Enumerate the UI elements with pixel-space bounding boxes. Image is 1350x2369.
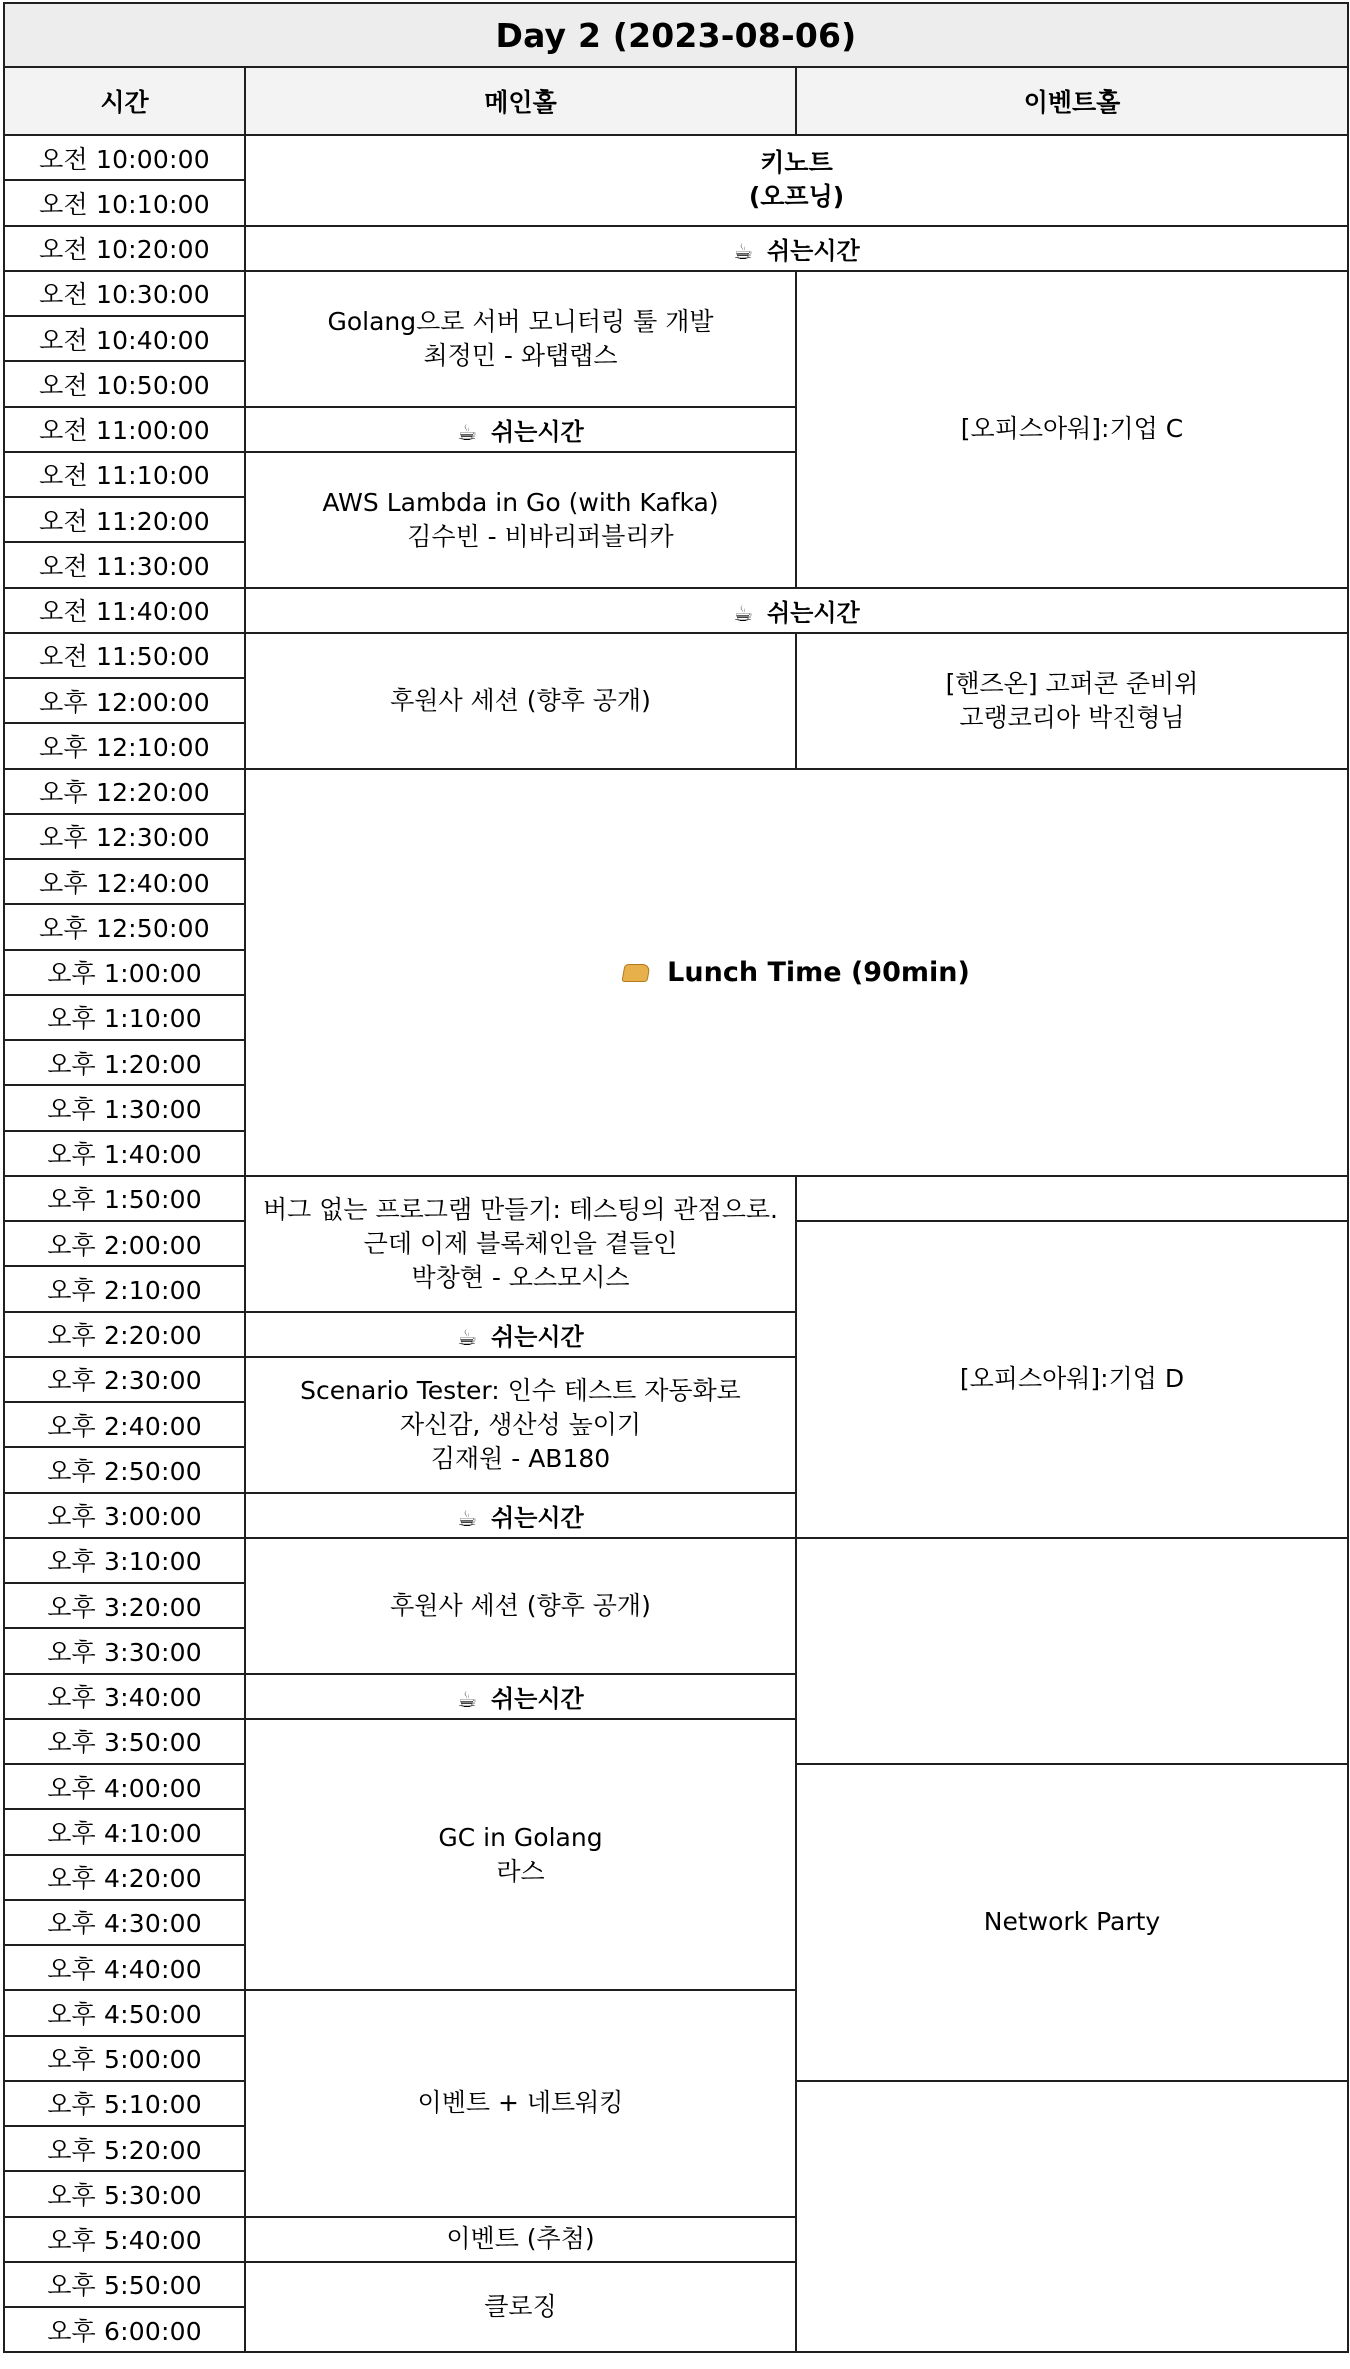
table-row bbox=[4, 226, 1348, 271]
time-cell: 오후 1:20:00 bbox=[4, 1040, 245, 1085]
time-cell: 오후 4:30:00 bbox=[4, 1900, 245, 1945]
session-keynote bbox=[245, 135, 1348, 226]
time-cell: 오후 3:30:00 bbox=[4, 1628, 245, 1673]
table-row bbox=[4, 1538, 1348, 1583]
table-row bbox=[4, 135, 1348, 180]
table-row bbox=[4, 271, 1348, 316]
time-cell: 오전 10:10:00 bbox=[4, 180, 245, 225]
time-cell: 오전 10:50:00 bbox=[4, 361, 245, 406]
time-cell: 오전 10:30:00 bbox=[4, 271, 245, 316]
break-label: 쉬는시간 bbox=[490, 1684, 584, 1713]
session-title: 키노트 bbox=[760, 148, 833, 178]
column-header-event-hall: 이벤트홀 bbox=[796, 67, 1348, 135]
session-lunch bbox=[245, 769, 1348, 1176]
time-cell: 오후 1:30:00 bbox=[4, 1085, 245, 1130]
session-speaker: 김재원 - AB180 bbox=[430, 1443, 611, 1473]
session-break bbox=[245, 1312, 796, 1357]
session-subtitle: (오프닝) bbox=[748, 182, 845, 212]
time-cell: 오전 11:00:00 bbox=[4, 407, 245, 452]
event-hall-empty-cell bbox=[796, 2081, 1348, 2353]
time-cell: 오후 1:00:00 bbox=[4, 950, 245, 995]
session-office-hour-d: [오피스아워]:기업 D bbox=[796, 1221, 1348, 1538]
session-break bbox=[245, 226, 1348, 271]
session-aws-lambda bbox=[245, 452, 796, 588]
time-cell: 오후 5:40:00 bbox=[4, 2217, 245, 2262]
session-title: Golang으로 서버 모니터링 툴 개발 bbox=[327, 306, 714, 336]
session-gc-in-golang bbox=[245, 1719, 796, 1991]
session-speaker: 박창현 - 오스모시스 bbox=[411, 1262, 630, 1292]
time-cell: 오후 4:50:00 bbox=[4, 1990, 245, 2035]
session-break bbox=[245, 1493, 796, 1538]
time-cell: 오후 5:10:00 bbox=[4, 2081, 245, 2126]
time-cell: 오후 1:10:00 bbox=[4, 995, 245, 1040]
session-speaker: 고랭코리아 박진형님 bbox=[959, 702, 1185, 732]
break-label: 쉬는시간 bbox=[766, 598, 860, 627]
time-cell: 오후 5:00:00 bbox=[4, 2036, 245, 2081]
lunch-label: Lunch Time (90min) bbox=[667, 956, 970, 988]
coffee-icon: ☕ bbox=[457, 1325, 477, 1351]
session-title: GC in Golang bbox=[438, 1822, 603, 1852]
table-row bbox=[4, 633, 1348, 678]
time-cell: 오후 4:40:00 bbox=[4, 1945, 245, 1990]
session-title: 버그 없는 프로그램 만들기: 테스팅의 관점으로. bbox=[263, 1194, 778, 1224]
event-hall-empty-cell bbox=[796, 1538, 1348, 1764]
session-handson bbox=[796, 633, 1348, 769]
session-title: [핸즈온] 고퍼콘 준비위 bbox=[945, 668, 1199, 698]
title-row bbox=[4, 3, 1348, 67]
coffee-icon: ☕ bbox=[733, 239, 753, 265]
time-cell: 오후 3:00:00 bbox=[4, 1493, 245, 1538]
time-cell: 오후 12:00:00 bbox=[4, 678, 245, 723]
time-cell: 오후 3:40:00 bbox=[4, 1674, 245, 1719]
break-label: 쉬는시간 bbox=[490, 1322, 584, 1351]
time-cell: 오후 1:40:00 bbox=[4, 1131, 245, 1176]
session-speaker: 김수빈 - 비바리퍼블리카 bbox=[407, 521, 674, 551]
time-cell: 오후 5:50:00 bbox=[4, 2262, 245, 2307]
table-row bbox=[4, 1176, 1348, 1221]
time-cell: 오전 10:20:00 bbox=[4, 226, 245, 271]
session-network-party: Network Party bbox=[796, 1764, 1348, 2081]
time-cell: 오후 4:20:00 bbox=[4, 1855, 245, 1900]
event-hall-empty-cell bbox=[796, 1176, 1348, 1221]
schedule-table bbox=[3, 2, 1349, 2353]
time-cell: 오전 10:00:00 bbox=[4, 135, 245, 180]
time-cell: 오후 6:00:00 bbox=[4, 2307, 245, 2352]
coffee-icon: ☕ bbox=[733, 601, 753, 627]
time-cell: 오후 4:00:00 bbox=[4, 1764, 245, 1809]
time-cell: 오전 10:40:00 bbox=[4, 316, 245, 361]
session-speaker: 최정민 - 와탭랩스 bbox=[423, 340, 618, 370]
break-label: 쉬는시간 bbox=[766, 236, 860, 265]
session-event-networking: 이벤트 + 네트워킹 bbox=[245, 1990, 796, 2216]
time-cell: 오전 11:20:00 bbox=[4, 497, 245, 542]
time-cell: 오후 1:50:00 bbox=[4, 1176, 245, 1221]
session-office-hour-c: [오피스아워]:기업 C bbox=[796, 271, 1348, 588]
time-cell: 오후 5:30:00 bbox=[4, 2171, 245, 2216]
time-cell: 오후 2:20:00 bbox=[4, 1312, 245, 1357]
session-break bbox=[245, 407, 796, 452]
time-cell: 오후 3:20:00 bbox=[4, 1583, 245, 1628]
table-row bbox=[4, 769, 1348, 814]
bread-icon bbox=[622, 964, 651, 982]
time-cell: 오후 2:50:00 bbox=[4, 1447, 245, 1492]
time-cell: 오전 11:10:00 bbox=[4, 452, 245, 497]
column-header-time: 시간 bbox=[4, 67, 245, 135]
session-title: AWS Lambda in Go (with Kafka) bbox=[322, 487, 719, 517]
session-title: Scenario Tester: 인수 테스트 자동화로 bbox=[300, 1375, 741, 1405]
header-row bbox=[4, 67, 1348, 135]
session-golang-monitoring bbox=[245, 271, 796, 407]
session-sponsor-1: 후원사 세션 (향후 공개) bbox=[245, 633, 796, 769]
time-cell: 오후 4:10:00 bbox=[4, 1809, 245, 1854]
session-break bbox=[245, 1674, 796, 1719]
time-cell: 오후 12:40:00 bbox=[4, 859, 245, 904]
session-closing: 클로징 bbox=[245, 2262, 796, 2353]
time-cell: 오후 2:40:00 bbox=[4, 1402, 245, 1447]
session-break bbox=[245, 588, 1348, 633]
session-sponsor-2: 후원사 세션 (향후 공개) bbox=[245, 1538, 796, 1674]
session-scenario-tester bbox=[245, 1357, 796, 1493]
time-cell: 오후 3:50:00 bbox=[4, 1719, 245, 1764]
session-bugfree bbox=[245, 1176, 796, 1312]
time-cell: 오후 12:30:00 bbox=[4, 814, 245, 859]
time-cell: 오후 2:30:00 bbox=[4, 1357, 245, 1402]
time-cell: 오전 11:40:00 bbox=[4, 588, 245, 633]
break-label: 쉬는시간 bbox=[490, 1503, 584, 1532]
break-label: 쉬는시간 bbox=[490, 417, 584, 446]
page-title: Day 2 (2023-08-06) bbox=[4, 3, 1348, 67]
time-cell: 오전 11:50:00 bbox=[4, 633, 245, 678]
table-row bbox=[4, 588, 1348, 633]
time-cell: 오후 2:00:00 bbox=[4, 1221, 245, 1266]
time-cell: 오후 12:50:00 bbox=[4, 904, 245, 949]
time-cell: 오후 3:10:00 bbox=[4, 1538, 245, 1583]
session-title-line-2: 자신감, 생산성 높이기 bbox=[399, 1409, 642, 1439]
time-cell: 오후 12:10:00 bbox=[4, 723, 245, 768]
time-cell: 오후 12:20:00 bbox=[4, 769, 245, 814]
coffee-icon: ☕ bbox=[457, 420, 477, 446]
coffee-icon: ☕ bbox=[457, 1687, 477, 1713]
session-title-line-2: 근데 이제 블록체인을 곁들인 bbox=[363, 1228, 678, 1258]
time-cell: 오후 2:10:00 bbox=[4, 1266, 245, 1311]
coffee-icon: ☕ bbox=[457, 1506, 477, 1532]
column-header-main-hall: 메인홀 bbox=[245, 67, 796, 135]
time-cell: 오전 11:30:00 bbox=[4, 542, 245, 587]
time-cell: 오후 5:20:00 bbox=[4, 2126, 245, 2171]
session-speaker: 라스 bbox=[496, 1856, 545, 1886]
session-event-draw: 이벤트 (추첨) bbox=[245, 2217, 796, 2262]
